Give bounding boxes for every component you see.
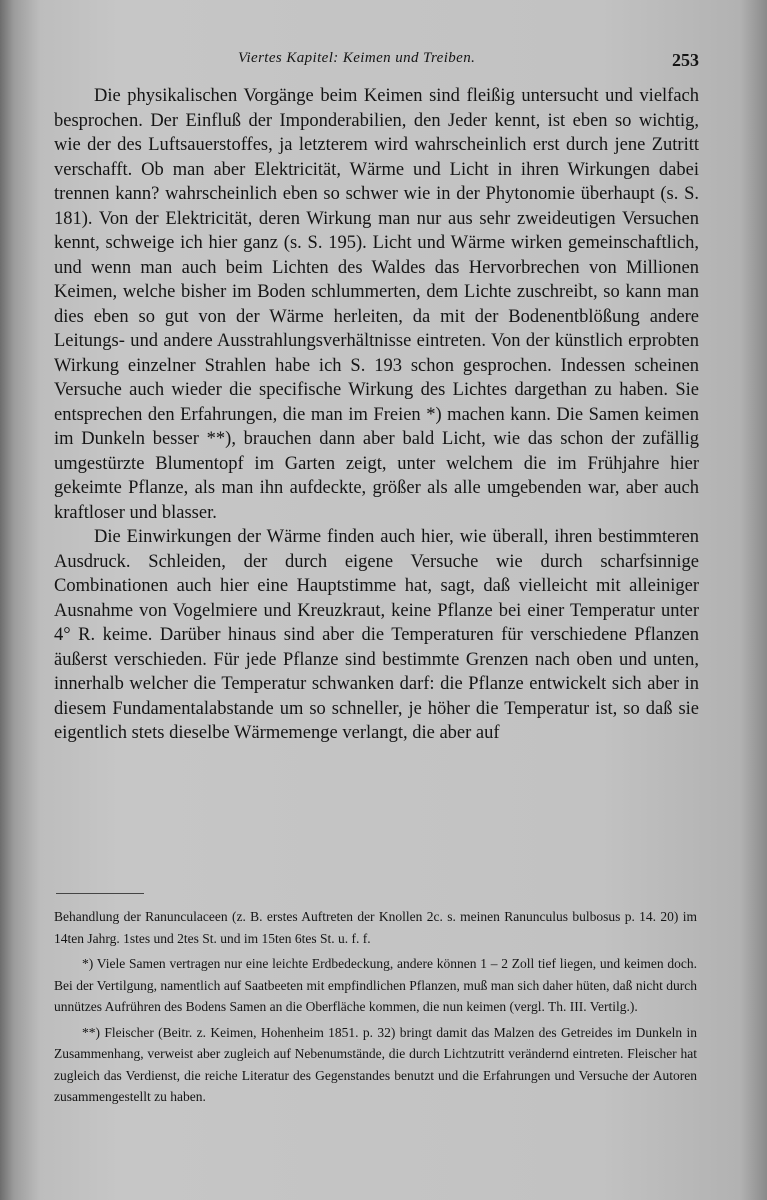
page-header [0,44,767,72]
body-text [54,84,699,746]
footnote-single-star: *) Viele Samen vertragen nur eine leichte Erdbedeckung, andere können 1 – 2 Zoll tief liegen, und keimen doch. Bei der Vertilgung, namentlich auf Saatbeeten mit empfindlichen Pflanzen, muß man sich daher hüten, daß nicht durch unnützes Aufrühren des Bodens Samen an die Oberfläche kommen, die nun keimen (vergl. Th. III. Vertilg.). [54,956,697,1014]
running-head: Viertes Kapitel: Keimen und Treiben. [238,50,476,66]
footnote-double-star: **) Fleischer (Beitr. z. Keimen, Hohenheim 1851. p. 32) bringt damit das Malzen des Getreides im Dunkeln in Zusammenhang, verweist aber zugleich auf Nebenumstände, die durch Lichtzutritt verändernd eintreten. Fleischer hat zugleich das Verdienst, die reiche Literatur des Gegenstandes benutzt und die Erfahrungen und Versuche der Autoren zusammengestellt zu haben. [54,1024,697,1104]
footnote-continuation: Behandlung der Ranunculaceen (z. B. erstes Auftreten der Knollen 2c. s. meinen Ranunculus bulbosus p. 14. 20) im 14ten Jahrg. 1stes und 2tes St. und im 15ten 6tes St. u. f. f. [54,909,697,946]
paragraph-heat-effects: Die Einwirkungen der Wärme finden auch hier, wie überall, ihren bestimmteren Ausdruck. Schleiden, der durch eigene Versuche wie durch scharfsinnige Combinationen auch hier eine Hauptstimme hat, sagt, daß vielleicht mit alleiniger Ausnahme von Vogelmiere und Kreuzkraut, keine Pflanze bei einer Temperatur unter 4° R. keime. Darüber hinaus sind aber die Temperaturen für verschiedene Pflanzen äußerst verschieden. Für jede Pflanze sind bestimmte Grenzen nach oben und unten, innerhalb welcher die Temperatur schwanken darf: die Pflanze entwickelt sich aber in diesem Fundamentalabstande um so schneller, je höher die Temperatur ist, so daß sie eigentlich stets dieselbe Wärmemenge verlangt, die aber auf [54,527,699,743]
footnotes [54,906,697,1110]
page-number: 253 [672,50,699,70]
footnote-divider [56,893,144,894]
paragraph-physical-processes: Die physikalischen Vorgänge beim Keimen sind fleißig untersucht und vielfach besprochen. Der Einfluß der Imponderabilien, den Jeder kennt, ist eben so wichtig, wie der des Luftsauerstoffes, ja letzterem wird wahrscheinlich erst durch jene Zutritt verschafft. Ob man aber Elektricität, Wärme und Licht in ihren Wirkungen dabei trennen kann? wahrscheinlich eben so schwer wie in der Phytonomie überhaupt (s. S. 181). Von der Elektricität, deren Wirkung man nur aus sehr zweideutigen Versuchen kennt, schweige ich hier ganz (s. S. 195). Licht und Wärme wirken gemeinschaftlich, und wenn man auch beim Lichten des Waldes das Hervorbrechen von Millionen Keimen, welche bisher im Boden schlummerten, dem Lichte zuschreibt, so kann man dies eben so gut von der Wärme herleiten, da mit der Bodenentblößung andere Leitungs- und andere Ausstrahlungsverhältnisse eintreten. Von der künstlich erprobten Wirkung einzelner Strahlen habe ich S. 193 schon gesprochen. Indessen scheinen Versuche auch wieder die specifische Wirkung des Lichtes dargethan zu haben. Sie entsprechen den Erfahrungen, die man im Freien *) machen kann. Die Samen keimen im Dunkeln besser **), brauchen dann aber bald Licht, wie das schon der zufällig umgestürzte Blumentopf im Garten zeigt, unter welchem die im Frühjahre hier gekeimte Pflanze, als man ihn aufdeckte, größer als alle umgebenden war, aber auch kraftloser und blasser. [54,86,699,523]
